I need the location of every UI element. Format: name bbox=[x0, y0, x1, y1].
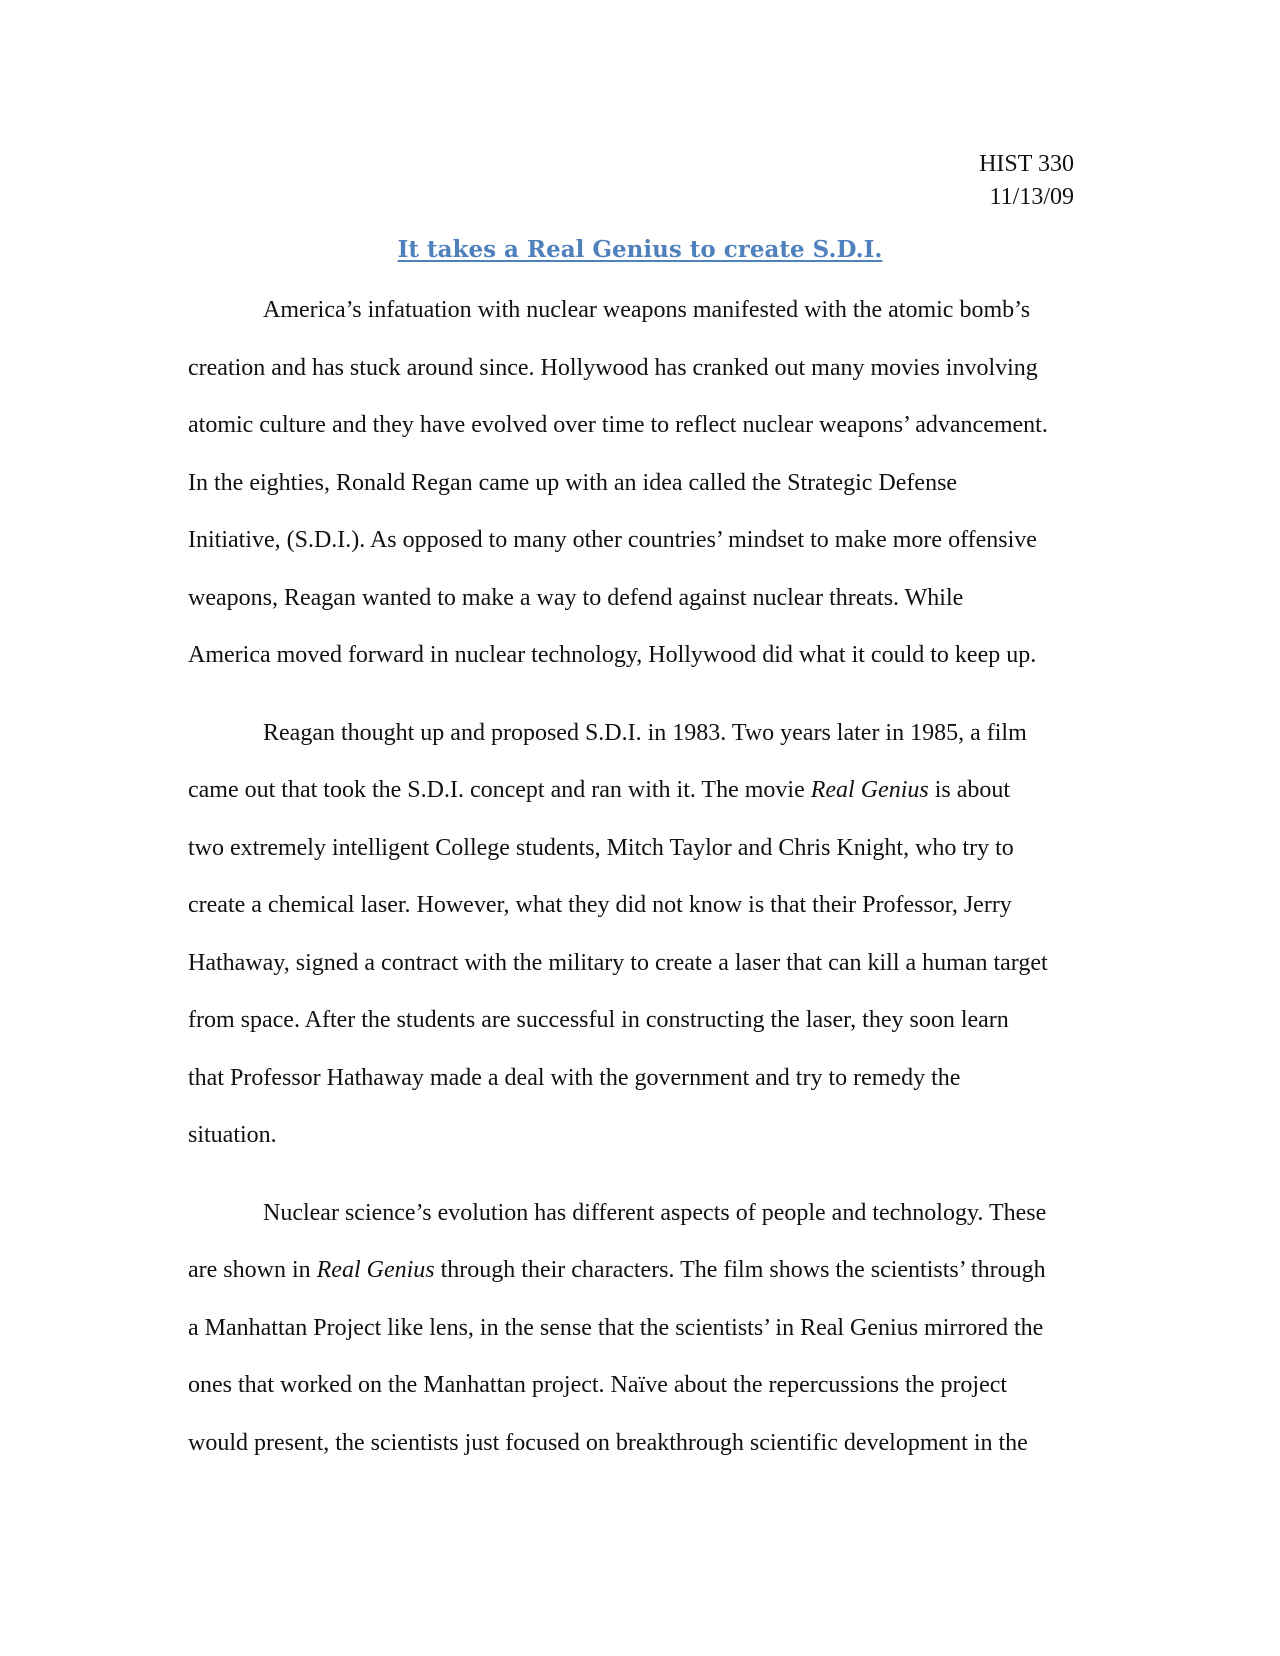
film-title-italic: Real Genius bbox=[316, 1257, 435, 1283]
text-line: America’s infatuation with nuclear weapons manifested with the atomic bomb’s bbox=[263, 297, 1031, 323]
text-line: America moved forward in nuclear technology, Hollywood did what it could to keep up. bbox=[188, 642, 1037, 668]
text-line: that Professor Hathaway made a deal with the government and try to remedy the bbox=[188, 1064, 961, 1091]
text-line: ones that worked on the Manhattan project. Naïve about the repercussions the project bbox=[188, 1372, 1008, 1398]
text-line: In the eighties, Ronald Regan came up with an idea called the Strategic Defense bbox=[188, 469, 958, 496]
text-line: two extremely intelligent College students, Mitch Taylor and Chris Knight, who try to bbox=[188, 834, 1014, 861]
text-line: situation. bbox=[188, 1122, 277, 1148]
film-title-italic: Real Genius bbox=[810, 777, 929, 803]
paragraph bbox=[188, 1185, 1088, 1473]
text-line bbox=[188, 762, 1088, 820]
text-line bbox=[188, 1242, 1088, 1300]
date-label: 11/13/09 bbox=[989, 184, 1074, 210]
text-line: Nuclear science’s evolution has different aspects of people and technology. These bbox=[263, 1199, 1047, 1226]
header-block bbox=[979, 148, 1074, 214]
paragraph bbox=[188, 282, 1088, 685]
text-line: weapons, Reagan wanted to make a way to defend against nuclear threats. While bbox=[188, 584, 964, 611]
text-line: creation and has stuck around since. Hollywood has cranked out many movies involving bbox=[188, 354, 1038, 381]
document-body bbox=[188, 282, 1088, 1492]
text-run: is about bbox=[928, 777, 1011, 803]
text-line: would present, the scientists just focused on breakthrough scientific development in the bbox=[188, 1429, 1028, 1456]
text-line: create a chemical laser. However, what they did not know is that their Professor, Jerry bbox=[188, 892, 1012, 918]
text-run: are shown in bbox=[188, 1257, 317, 1283]
text-line: Reagan thought up and proposed S.D.I. in 1983. Two years later in 1985, a film bbox=[263, 719, 1027, 746]
document-title: It takes a Real Genius to create S.D.I. bbox=[397, 236, 883, 263]
text-line: atomic culture and they have evolved over time to reflect nuclear weapons’ advancement. bbox=[188, 412, 1048, 438]
text-run: through their characters. The film shows the scientists’ through bbox=[434, 1257, 1046, 1283]
text-line: Hathaway, signed a contract with the military to create a laser that can kill a human target bbox=[188, 949, 1048, 976]
paragraph bbox=[188, 705, 1088, 1165]
text-line: from space. After the students are successful in constructing the laser, they soon learn bbox=[188, 1007, 1009, 1033]
course-label: HIST 330 bbox=[979, 151, 1074, 177]
text-line: Initiative, (S.D.I.). As opposed to many other countries’ mindset to make more offensive bbox=[188, 527, 1037, 553]
text-line: a Manhattan Project like lens, in the sense that the scientists’ in Real Genius mirrored the bbox=[188, 1314, 1044, 1341]
text-run: came out that took the S.D.I. concept and ran with it. The movie bbox=[188, 777, 811, 803]
